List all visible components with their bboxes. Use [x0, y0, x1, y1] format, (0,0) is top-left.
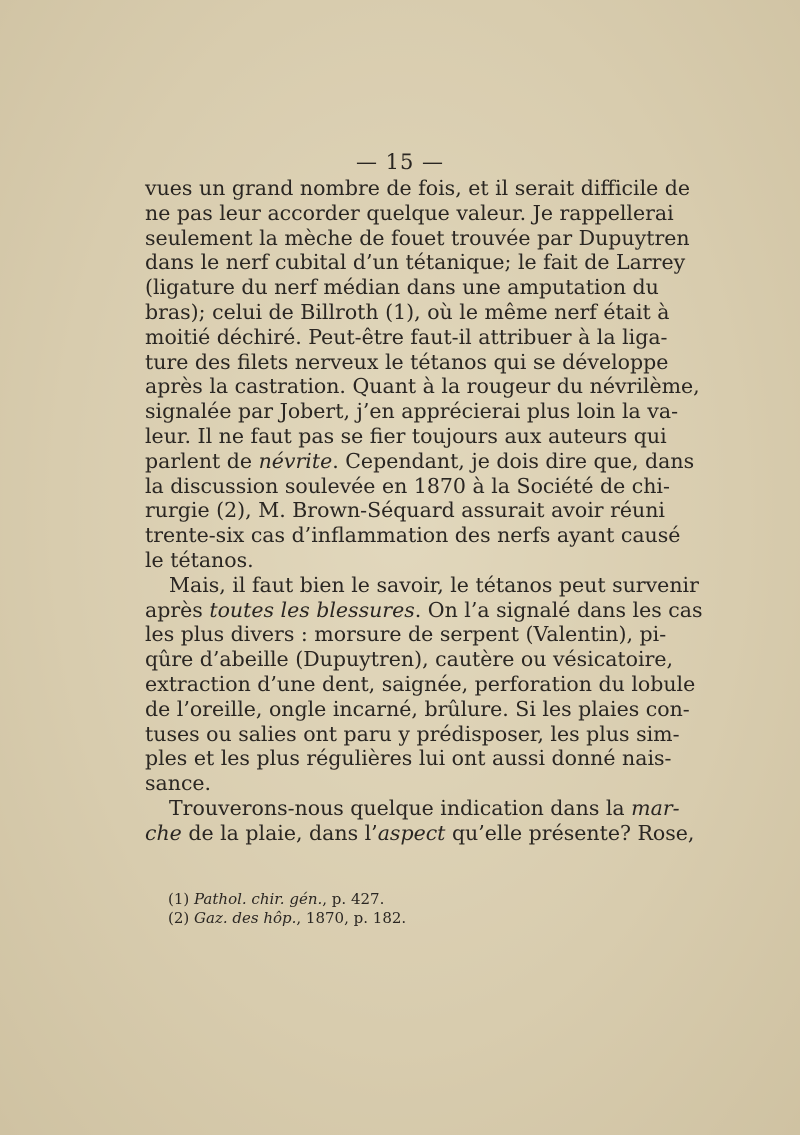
text-line — [145, 399, 679, 424]
text-line — [145, 448, 695, 474]
text-line — [145, 572, 699, 598]
text-run: bras); celui de Billroth (1), où le même nerf était à — [145, 299, 670, 324]
text-run: , 1870, p. 182. — [296, 909, 407, 927]
text-run: Mais, il faut bien le savoir, le tétanos peut survenir — [169, 572, 699, 597]
text-run: (1) — [168, 890, 195, 908]
text-run: ples et les plus régulières lui ont aussi donné nais- — [145, 746, 672, 771]
italic-text: aspect — [377, 820, 446, 845]
text-line — [145, 721, 680, 747]
italic-text: Gaz. des hôp. — [194, 909, 297, 927]
text-run: . On l’a signalé dans les cas — [414, 597, 703, 622]
text-run: vues un grand nombre de fois, et il serait difficile de — [145, 176, 691, 200]
paragraph — [145, 572, 703, 796]
text-line — [145, 746, 672, 771]
text-run: ne pas leur accorder quelque valeur. Je rappellerai — [145, 200, 674, 225]
text-run: (ligature du nerf médian dans une amputation du — [145, 275, 659, 300]
text-run: parlent de — [145, 448, 259, 473]
italic-text: toutes les blessures — [209, 597, 415, 622]
text-run: les plus divers : morsure de serpent (Valentin), pi- — [145, 622, 667, 647]
text-run: rurgie (2), M. Brown-Séquard assurait avoir réuni — [145, 498, 665, 523]
text-run: de la plaie, dans l’ — [181, 820, 378, 845]
text-line — [145, 473, 670, 499]
text-line — [145, 771, 585, 796]
text-run: sance. — [145, 771, 212, 796]
text-line — [145, 374, 700, 399]
text-line — [145, 498, 665, 523]
text-run: après — [145, 597, 210, 622]
text-run: trente-six cas d’inflammation des nerfs ayant causé — [145, 523, 681, 548]
text-run: après la castration. Quant à la rougeur du névrilème, — [145, 374, 700, 399]
text-run: extraction d’une dent, saignée, perforation du lobule — [145, 671, 696, 696]
italic-text: mar- — [631, 795, 680, 820]
text-line — [145, 548, 585, 573]
text-line — [145, 622, 667, 647]
text-line — [145, 647, 674, 672]
text-line — [145, 671, 696, 697]
text-run: (2) — [168, 909, 195, 927]
text-line — [145, 225, 690, 251]
text-run: qûre d’abeille (Dupuytren), cautère ou vésicatoire, — [145, 647, 674, 672]
text-run: de l’oreille, ongle incarné, brûlure. Si les plaies con- — [145, 696, 690, 721]
text-line — [145, 200, 674, 226]
text-run: tuses ou salies ont paru y prédisposer, les plus sim- — [145, 721, 680, 746]
text-line — [145, 423, 667, 449]
paragraph — [145, 176, 700, 573]
text-line — [145, 176, 691, 201]
body-text — [145, 176, 703, 846]
text-run: le tétanos. — [145, 547, 254, 572]
footnotes — [168, 890, 588, 928]
text-run: ture des filets nerveux le tétanos qui se développe — [145, 349, 669, 374]
italic-text: Pathol. chir. gén. — [194, 890, 323, 908]
text-run: leur. Il ne faut pas se fier toujours aux auteurs qui — [145, 423, 667, 448]
italic-text: che — [145, 820, 182, 845]
text-run: Trouverons-nous quelque indication dans la — [169, 795, 632, 820]
text-run: dans le nerf cubital d’un tétanique; le fait de Larrey — [145, 250, 686, 275]
paragraph — [145, 795, 695, 846]
text-line — [145, 275, 659, 300]
text-line — [145, 795, 680, 821]
text-run: moitié déchiré. Peut-être faut-il attribuer à la liga- — [145, 324, 668, 349]
text-line — [145, 523, 681, 548]
text-line — [145, 250, 686, 275]
text-run: signalée par Jobert, j’en apprécierai plus loin la va- — [145, 399, 679, 424]
text-line — [145, 597, 703, 623]
footnote — [168, 890, 588, 909]
page-number: — 15 — — [355, 150, 445, 174]
text-run: . Cependant, je dois dire que, dans — [332, 448, 695, 473]
italic-text: névrite — [258, 448, 333, 473]
text-run: , p. 427. — [322, 890, 385, 908]
text-run: la discussion soulevée en 1870 à la Société de chi- — [145, 473, 670, 498]
text-line — [145, 349, 669, 375]
text-line — [145, 324, 668, 350]
text-line — [145, 696, 690, 722]
text-line — [145, 299, 670, 325]
text-run: qu’elle présente? Rose, — [445, 820, 695, 845]
text-line — [145, 820, 695, 846]
footnote — [168, 909, 588, 928]
text-run: seulement la mèche de fouet trouvée par Dupuytren — [145, 225, 690, 250]
